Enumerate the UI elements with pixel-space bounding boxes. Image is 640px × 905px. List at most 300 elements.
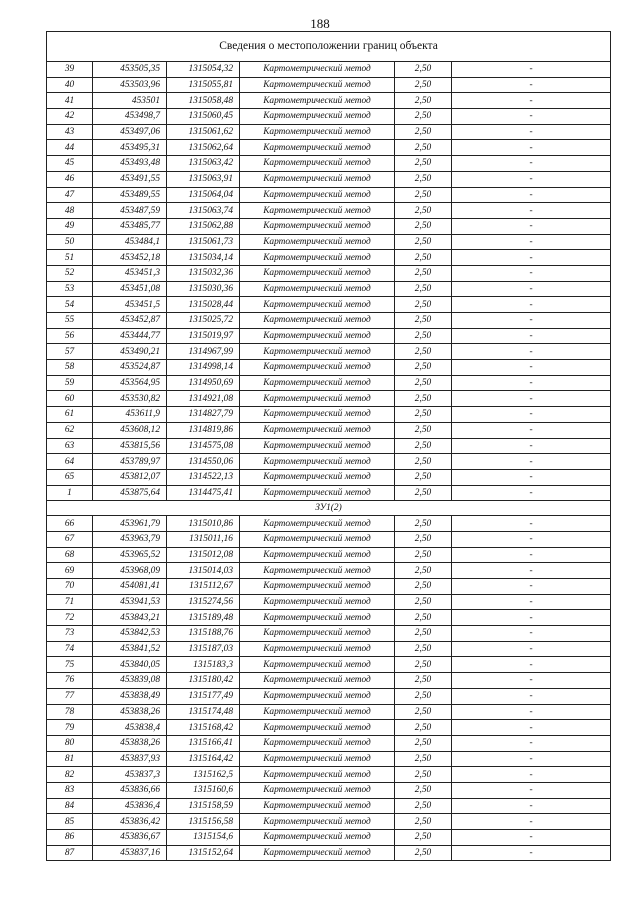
x-coordinate-cell: 453452,18 — [93, 250, 167, 266]
point-number-cell: 55 — [47, 313, 93, 329]
method-cell: Картометрический метод — [240, 814, 395, 830]
point-number-cell: 77 — [47, 688, 93, 704]
y-coordinate-cell: 1315112,67 — [167, 579, 240, 595]
method-cell: Картометрический метод — [240, 328, 395, 344]
accuracy-cell: 2,50 — [395, 156, 452, 172]
description-cell: - — [452, 77, 611, 93]
table-row — [47, 673, 611, 689]
table-row — [47, 641, 611, 657]
description-cell: - — [452, 109, 611, 125]
x-coordinate-cell: 453485,77 — [93, 218, 167, 234]
x-coordinate-cell: 453484,1 — [93, 234, 167, 250]
description-cell: - — [452, 328, 611, 344]
boundary-coordinates-table — [46, 31, 611, 861]
point-number-cell: 59 — [47, 375, 93, 391]
x-coordinate-cell: 453838,4 — [93, 720, 167, 736]
description-cell: - — [452, 563, 611, 579]
accuracy-cell: 2,50 — [395, 407, 452, 423]
method-cell: Картометрический метод — [240, 93, 395, 109]
point-number-cell: 62 — [47, 422, 93, 438]
y-coordinate-cell: 1315164,42 — [167, 751, 240, 767]
y-coordinate-cell: 1315055,81 — [167, 77, 240, 93]
x-coordinate-cell: 453501 — [93, 93, 167, 109]
table-row — [47, 109, 611, 125]
description-cell: - — [452, 469, 611, 485]
x-coordinate-cell: 453812,07 — [93, 469, 167, 485]
y-coordinate-cell: 1314967,99 — [167, 344, 240, 360]
method-cell: Картометрический метод — [240, 610, 395, 626]
table-row — [47, 297, 611, 313]
y-coordinate-cell: 1314575,08 — [167, 438, 240, 454]
x-coordinate-cell: 453491,55 — [93, 171, 167, 187]
x-coordinate-cell: 453837,93 — [93, 751, 167, 767]
accuracy-cell: 2,50 — [395, 344, 452, 360]
y-coordinate-cell: 1315174,48 — [167, 704, 240, 720]
description-cell: - — [452, 594, 611, 610]
section-label: ЗУ1(2) — [47, 501, 611, 516]
description-cell: - — [452, 782, 611, 798]
description-cell: - — [452, 93, 611, 109]
x-coordinate-cell: 454081,41 — [93, 579, 167, 595]
point-number-cell: 47 — [47, 187, 93, 203]
point-number-cell: 49 — [47, 218, 93, 234]
table-row — [47, 203, 611, 219]
table-row — [47, 250, 611, 266]
description-cell: - — [452, 438, 611, 454]
y-coordinate-cell: 1315061,62 — [167, 124, 240, 140]
method-cell: Картометрический метод — [240, 156, 395, 172]
point-number-cell: 69 — [47, 563, 93, 579]
y-coordinate-cell: 1315012,08 — [167, 547, 240, 563]
accuracy-cell: 2,50 — [395, 93, 452, 109]
accuracy-cell: 2,50 — [395, 610, 452, 626]
method-cell: Картометрический метод — [240, 422, 395, 438]
method-cell: Картометрический метод — [240, 657, 395, 673]
point-number-cell: 76 — [47, 673, 93, 689]
table-title-row — [47, 32, 611, 62]
point-number-cell: 42 — [47, 109, 93, 125]
accuracy-cell: 2,50 — [395, 250, 452, 266]
y-coordinate-cell: 1314950,69 — [167, 375, 240, 391]
x-coordinate-cell: 453837,16 — [93, 845, 167, 861]
method-cell: Картометрический метод — [240, 830, 395, 846]
x-coordinate-cell: 453836,4 — [93, 798, 167, 814]
y-coordinate-cell: 1315028,44 — [167, 297, 240, 313]
method-cell: Картометрический метод — [240, 313, 395, 329]
point-number-cell: 44 — [47, 140, 93, 156]
point-number-cell: 58 — [47, 360, 93, 376]
description-cell: - — [452, 187, 611, 203]
point-number-cell: 86 — [47, 830, 93, 846]
table-row — [47, 265, 611, 281]
description-cell: - — [452, 767, 611, 783]
accuracy-cell: 2,50 — [395, 563, 452, 579]
description-cell: - — [452, 360, 611, 376]
y-coordinate-cell: 1315011,16 — [167, 531, 240, 547]
x-coordinate-cell: 453487,59 — [93, 203, 167, 219]
point-number-cell: 46 — [47, 171, 93, 187]
accuracy-cell: 2,50 — [395, 375, 452, 391]
point-number-cell: 71 — [47, 594, 93, 610]
description-cell: - — [452, 281, 611, 297]
method-cell: Картометрический метод — [240, 124, 395, 140]
accuracy-cell: 2,50 — [395, 454, 452, 470]
accuracy-cell: 2,50 — [395, 234, 452, 250]
x-coordinate-cell: 453838,26 — [93, 704, 167, 720]
accuracy-cell: 2,50 — [395, 626, 452, 642]
x-coordinate-cell: 453838,26 — [93, 735, 167, 751]
point-number-cell: 85 — [47, 814, 93, 830]
description-cell: - — [452, 313, 611, 329]
accuracy-cell: 2,50 — [395, 124, 452, 140]
point-number-cell: 63 — [47, 438, 93, 454]
accuracy-cell: 2,50 — [395, 594, 452, 610]
y-coordinate-cell: 1315064,04 — [167, 187, 240, 203]
table-row — [47, 547, 611, 563]
accuracy-cell: 2,50 — [395, 203, 452, 219]
point-number-cell: 61 — [47, 407, 93, 423]
point-number-cell: 40 — [47, 77, 93, 93]
description-cell: - — [452, 814, 611, 830]
table-row — [47, 93, 611, 109]
accuracy-cell: 2,50 — [395, 579, 452, 595]
accuracy-cell: 2,50 — [395, 62, 452, 78]
x-coordinate-cell: 453840,05 — [93, 657, 167, 673]
table-row — [47, 454, 611, 470]
point-number-cell: 57 — [47, 344, 93, 360]
accuracy-cell: 2,50 — [395, 798, 452, 814]
accuracy-cell: 2,50 — [395, 641, 452, 657]
table-row — [47, 281, 611, 297]
table-row — [47, 485, 611, 501]
y-coordinate-cell: 1314921,08 — [167, 391, 240, 407]
x-coordinate-cell: 453444,77 — [93, 328, 167, 344]
method-cell: Картометрический метод — [240, 626, 395, 642]
y-coordinate-cell: 1314475,41 — [167, 485, 240, 501]
description-cell: - — [452, 391, 611, 407]
table-row — [47, 218, 611, 234]
method-cell: Картометрический метод — [240, 704, 395, 720]
table-row — [47, 344, 611, 360]
y-coordinate-cell: 1315187,03 — [167, 641, 240, 657]
point-number-cell: 73 — [47, 626, 93, 642]
method-cell: Картометрический метод — [240, 391, 395, 407]
description-cell: - — [452, 375, 611, 391]
description-cell: - — [452, 735, 611, 751]
point-number-cell: 52 — [47, 265, 93, 281]
description-cell: - — [452, 531, 611, 547]
description-cell: - — [452, 407, 611, 423]
method-cell: Картометрический метод — [240, 360, 395, 376]
x-coordinate-cell: 453451,08 — [93, 281, 167, 297]
x-coordinate-cell: 453839,08 — [93, 673, 167, 689]
description-cell: - — [452, 579, 611, 595]
point-number-cell: 75 — [47, 657, 93, 673]
description-cell: - — [452, 140, 611, 156]
y-coordinate-cell: 1315180,42 — [167, 673, 240, 689]
method-cell: Картометрический метод — [240, 77, 395, 93]
description-cell: - — [452, 626, 611, 642]
accuracy-cell: 2,50 — [395, 422, 452, 438]
description-cell: - — [452, 673, 611, 689]
point-number-cell: 43 — [47, 124, 93, 140]
y-coordinate-cell: 1315166,41 — [167, 735, 240, 751]
table-row — [47, 720, 611, 736]
description-cell: - — [452, 218, 611, 234]
x-coordinate-cell: 453505,35 — [93, 62, 167, 78]
x-coordinate-cell: 453836,42 — [93, 814, 167, 830]
accuracy-cell: 2,50 — [395, 281, 452, 297]
table-row — [47, 626, 611, 642]
y-coordinate-cell: 1315154,6 — [167, 830, 240, 846]
accuracy-cell: 2,50 — [395, 531, 452, 547]
accuracy-cell: 2,50 — [395, 688, 452, 704]
method-cell: Картометрический метод — [240, 798, 395, 814]
table-row — [47, 407, 611, 423]
accuracy-cell: 2,50 — [395, 830, 452, 846]
table-row — [47, 422, 611, 438]
description-cell: - — [452, 250, 611, 266]
x-coordinate-cell: 453452,87 — [93, 313, 167, 329]
table-row — [47, 187, 611, 203]
accuracy-cell: 2,50 — [395, 297, 452, 313]
table-row — [47, 234, 611, 250]
y-coordinate-cell: 1315062,64 — [167, 140, 240, 156]
y-coordinate-cell: 1315158,59 — [167, 798, 240, 814]
point-number-cell: 53 — [47, 281, 93, 297]
x-coordinate-cell: 453963,79 — [93, 531, 167, 547]
x-coordinate-cell: 453493,48 — [93, 156, 167, 172]
table-row — [47, 313, 611, 329]
table-row — [47, 704, 611, 720]
description-cell: - — [452, 830, 611, 846]
x-coordinate-cell: 453608,12 — [93, 422, 167, 438]
description-cell: - — [452, 344, 611, 360]
x-coordinate-cell: 453836,67 — [93, 830, 167, 846]
table-row — [47, 610, 611, 626]
description-cell: - — [452, 547, 611, 563]
accuracy-cell: 2,50 — [395, 814, 452, 830]
y-coordinate-cell: 1314998,14 — [167, 360, 240, 376]
point-number-cell: 65 — [47, 469, 93, 485]
y-coordinate-cell: 1315160,6 — [167, 782, 240, 798]
accuracy-cell: 2,50 — [395, 313, 452, 329]
table-title: Сведения о местоположении границ объекта — [47, 32, 611, 62]
description-cell: - — [452, 751, 611, 767]
method-cell: Картометрический метод — [240, 469, 395, 485]
point-number-cell: 45 — [47, 156, 93, 172]
x-coordinate-cell: 453495,31 — [93, 140, 167, 156]
method-cell: Картометрический метод — [240, 485, 395, 501]
y-coordinate-cell: 1315054,32 — [167, 62, 240, 78]
accuracy-cell: 2,50 — [395, 485, 452, 501]
method-cell: Картометрический метод — [240, 531, 395, 547]
accuracy-cell: 2,50 — [395, 77, 452, 93]
x-coordinate-cell: 453497,06 — [93, 124, 167, 140]
method-cell: Картометрический метод — [240, 265, 395, 281]
method-cell: Картометрический метод — [240, 218, 395, 234]
y-coordinate-cell: 1314827,79 — [167, 407, 240, 423]
method-cell: Картометрический метод — [240, 281, 395, 297]
description-cell: - — [452, 297, 611, 313]
table-row — [47, 814, 611, 830]
point-number-cell: 72 — [47, 610, 93, 626]
method-cell: Картометрический метод — [240, 203, 395, 219]
description-cell: - — [452, 171, 611, 187]
point-number-cell: 48 — [47, 203, 93, 219]
x-coordinate-cell: 453564,95 — [93, 375, 167, 391]
y-coordinate-cell: 1315183,3 — [167, 657, 240, 673]
accuracy-cell: 2,50 — [395, 171, 452, 187]
point-number-cell: 41 — [47, 93, 93, 109]
table-row — [47, 657, 611, 673]
table-row — [47, 375, 611, 391]
accuracy-cell: 2,50 — [395, 735, 452, 751]
method-cell: Картометрический метод — [240, 720, 395, 736]
accuracy-cell: 2,50 — [395, 751, 452, 767]
method-cell: Картометрический метод — [240, 250, 395, 266]
description-cell: - — [452, 657, 611, 673]
y-coordinate-cell: 1315058,48 — [167, 93, 240, 109]
table-row — [47, 469, 611, 485]
description-cell: - — [452, 641, 611, 657]
accuracy-cell: 2,50 — [395, 265, 452, 281]
method-cell: Картометрический метод — [240, 516, 395, 532]
table-row — [47, 360, 611, 376]
x-coordinate-cell: 453451,3 — [93, 265, 167, 281]
y-coordinate-cell: 1314550,06 — [167, 454, 240, 470]
point-number-cell: 83 — [47, 782, 93, 798]
method-cell: Картометрический метод — [240, 547, 395, 563]
description-cell: - — [452, 485, 611, 501]
description-cell: - — [452, 704, 611, 720]
method-cell: Картометрический метод — [240, 688, 395, 704]
x-coordinate-cell: 453842,53 — [93, 626, 167, 642]
x-coordinate-cell: 453837,3 — [93, 767, 167, 783]
point-number-cell: 1 — [47, 485, 93, 501]
y-coordinate-cell: 1315062,88 — [167, 218, 240, 234]
method-cell: Картометрический метод — [240, 767, 395, 783]
accuracy-cell: 2,50 — [395, 673, 452, 689]
accuracy-cell: 2,50 — [395, 657, 452, 673]
method-cell: Картометрический метод — [240, 344, 395, 360]
table-row — [47, 782, 611, 798]
table-row — [47, 845, 611, 861]
table-row — [47, 171, 611, 187]
description-cell: - — [452, 203, 611, 219]
accuracy-cell: 2,50 — [395, 720, 452, 736]
method-cell: Картометрический метод — [240, 375, 395, 391]
description-cell: - — [452, 610, 611, 626]
point-number-cell: 54 — [47, 297, 93, 313]
accuracy-cell: 2,50 — [395, 704, 452, 720]
table-row — [47, 767, 611, 783]
x-coordinate-cell: 453841,52 — [93, 641, 167, 657]
accuracy-cell: 2,50 — [395, 187, 452, 203]
accuracy-cell: 2,50 — [395, 767, 452, 783]
point-number-cell: 81 — [47, 751, 93, 767]
method-cell: Картометрический метод — [240, 782, 395, 798]
x-coordinate-cell: 453503,96 — [93, 77, 167, 93]
method-cell: Картометрический метод — [240, 407, 395, 423]
y-coordinate-cell: 1315156,58 — [167, 814, 240, 830]
description-cell: - — [452, 845, 611, 861]
method-cell: Картометрический метод — [240, 187, 395, 203]
y-coordinate-cell: 1315063,91 — [167, 171, 240, 187]
y-coordinate-cell: 1315010,86 — [167, 516, 240, 532]
table-row — [47, 77, 611, 93]
method-cell: Картометрический метод — [240, 845, 395, 861]
description-cell: - — [452, 720, 611, 736]
table-row — [47, 438, 611, 454]
description-cell: - — [452, 265, 611, 281]
y-coordinate-cell: 1314819,86 — [167, 422, 240, 438]
x-coordinate-cell: 453961,79 — [93, 516, 167, 532]
y-coordinate-cell: 1315168,42 — [167, 720, 240, 736]
table-row — [47, 124, 611, 140]
accuracy-cell: 2,50 — [395, 845, 452, 861]
point-number-cell: 39 — [47, 62, 93, 78]
table-row — [47, 391, 611, 407]
x-coordinate-cell: 453789,97 — [93, 454, 167, 470]
method-cell: Картометрический метод — [240, 297, 395, 313]
x-coordinate-cell: 453489,55 — [93, 187, 167, 203]
table-row — [47, 328, 611, 344]
method-cell: Картометрический метод — [240, 234, 395, 250]
point-number-cell: 80 — [47, 735, 93, 751]
x-coordinate-cell: 453836,66 — [93, 782, 167, 798]
y-coordinate-cell: 1315014,03 — [167, 563, 240, 579]
y-coordinate-cell: 1315063,42 — [167, 156, 240, 172]
description-cell: - — [452, 688, 611, 704]
accuracy-cell: 2,50 — [395, 516, 452, 532]
accuracy-cell: 2,50 — [395, 328, 452, 344]
accuracy-cell: 2,50 — [395, 140, 452, 156]
y-coordinate-cell: 1315061,73 — [167, 234, 240, 250]
boundary-table-container — [46, 31, 611, 861]
description-cell: - — [452, 124, 611, 140]
method-cell: Картометрический метод — [240, 140, 395, 156]
table-row — [47, 62, 611, 78]
y-coordinate-cell: 1315274,56 — [167, 594, 240, 610]
point-number-cell: 79 — [47, 720, 93, 736]
y-coordinate-cell: 1314522,13 — [167, 469, 240, 485]
description-cell: - — [452, 798, 611, 814]
y-coordinate-cell: 1315162,5 — [167, 767, 240, 783]
point-number-cell: 66 — [47, 516, 93, 532]
point-number-cell: 78 — [47, 704, 93, 720]
accuracy-cell: 2,50 — [395, 438, 452, 454]
method-cell: Картометрический метод — [240, 109, 395, 125]
x-coordinate-cell: 453875,64 — [93, 485, 167, 501]
accuracy-cell: 2,50 — [395, 782, 452, 798]
x-coordinate-cell: 453611,9 — [93, 407, 167, 423]
point-number-cell: 64 — [47, 454, 93, 470]
method-cell: Картометрический метод — [240, 563, 395, 579]
y-coordinate-cell: 1315025,72 — [167, 313, 240, 329]
point-number-cell: 68 — [47, 547, 93, 563]
x-coordinate-cell: 453490,21 — [93, 344, 167, 360]
table-row — [47, 156, 611, 172]
y-coordinate-cell: 1315177,49 — [167, 688, 240, 704]
point-number-cell: 67 — [47, 531, 93, 547]
x-coordinate-cell: 453965,52 — [93, 547, 167, 563]
point-number-cell: 50 — [47, 234, 93, 250]
method-cell: Картометрический метод — [240, 438, 395, 454]
method-cell: Картометрический метод — [240, 673, 395, 689]
method-cell: Картометрический метод — [240, 594, 395, 610]
table-row — [47, 751, 611, 767]
